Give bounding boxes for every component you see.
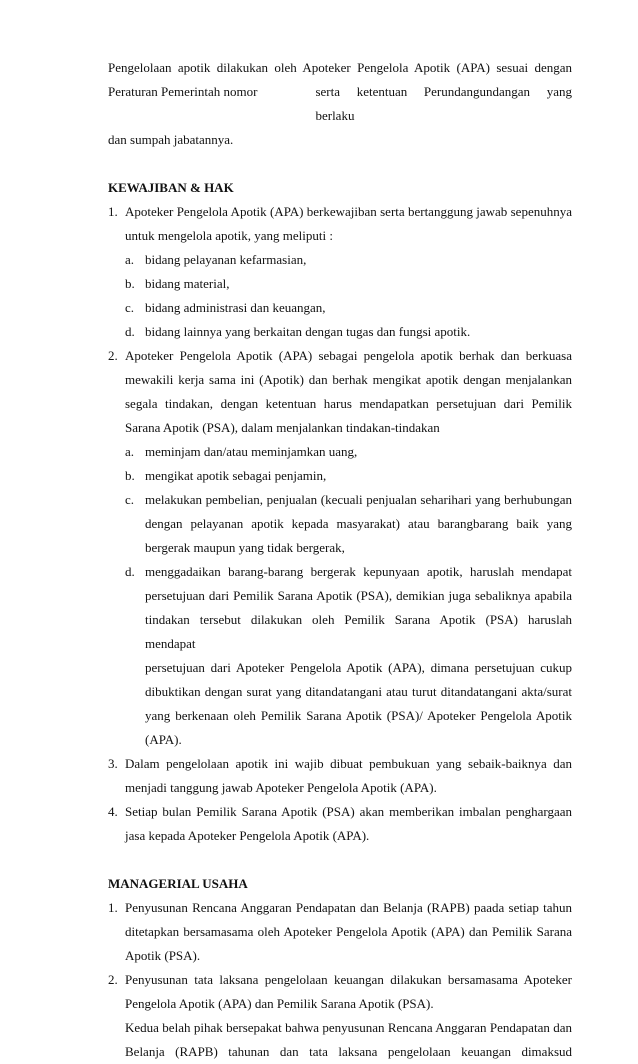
text-line: melakukan pembelian, penjualan (kecuali penjualan seharihari yang berhubungan bbox=[145, 492, 572, 507]
intro-line: dan sumpah jabatannya. bbox=[108, 132, 234, 147]
text-line: Belanja (RAPB) tahunan dan tata laksana pengelolaan keuangan dimaksud bbox=[125, 1044, 572, 1059]
blank-gap bbox=[257, 80, 315, 128]
list-item bbox=[108, 752, 572, 800]
text-line: Apotik (PSA). bbox=[125, 948, 201, 963]
sub-letter: b. bbox=[125, 276, 135, 291]
item-body bbox=[125, 200, 572, 248]
item-body bbox=[125, 896, 572, 968]
sub-body bbox=[145, 488, 572, 560]
list-item bbox=[108, 200, 572, 248]
sub-letter: c. bbox=[125, 300, 135, 315]
sub-item bbox=[125, 464, 572, 488]
text-line: mewakili kerja sama ini (Apotik) dan berhak mengikat apotik dengan menjalankan bbox=[125, 372, 572, 387]
sub-text: bidang material, bbox=[145, 276, 230, 291]
text-line: Sarana Apotik (PSA), dalam menjalankan tindakan-tindakan bbox=[125, 420, 440, 435]
sub-text: bidang lainnya yang berkaitan dengan tugas dan fungsi apotik. bbox=[145, 324, 471, 339]
item-body bbox=[125, 752, 572, 800]
text-line: Apoteker Pengelola Apotik (APA) sebagai pengelola apotik berhak dan berkuasa bbox=[125, 348, 572, 363]
text-line: Apoteker Pengelola Apotik (APA) berkewajiban serta bertanggung jawab sepenuhnya bbox=[125, 204, 572, 219]
sub-letter: c. bbox=[125, 492, 135, 507]
section-heading: KEWAJIBAN & HAK bbox=[108, 180, 234, 195]
sub-item bbox=[125, 320, 572, 344]
item-body bbox=[125, 968, 572, 1064]
text-line: dibuktikan dengan surat yang ditandatangani atau turut ditandatangani akta/surat bbox=[145, 684, 572, 699]
sub-text: meminjam dan/atau meminjamkan uang, bbox=[145, 444, 358, 459]
item-number: 3. bbox=[108, 756, 118, 771]
text-line: (APA). bbox=[145, 732, 182, 747]
text-line: yang berkenaan oleh Pemilik Sarana Apotik (PSA)/ Apoteker Pengelola Apotik bbox=[145, 708, 572, 723]
sub-body bbox=[145, 560, 572, 752]
text-line: jasa kepada Apoteker Pengelola Apotik (APA). bbox=[125, 828, 370, 843]
sub-item bbox=[125, 560, 572, 752]
sub-text: bidang administrasi dan keuangan, bbox=[145, 300, 326, 315]
sub-letter: a. bbox=[125, 252, 135, 267]
text-line: dengan pelayanan apotik kepada masyarakat) atau barangbarang baik yang bbox=[145, 516, 572, 531]
text-line: Kedua belah pihak bersepakat bahwa penyusunan Rencana Anggaran Pendapatan dan bbox=[125, 1020, 572, 1035]
sub-letter: b. bbox=[125, 468, 135, 483]
list-item bbox=[108, 344, 572, 440]
text-line: ditetapkan bersamasama oleh Apoteker Pengelola Apotik (APA) dan Pemilik Sarana bbox=[125, 924, 572, 939]
list-item bbox=[108, 800, 572, 848]
text-line: menjadi tanggung jawab Apoteker Pengelola Apotik (APA). bbox=[125, 780, 437, 795]
text-line: untuk mengelola apotik, yang meliputi : bbox=[125, 228, 333, 243]
text-line: Pengelola Apotik (APA) dan Pemilik Sarana Apotik (PSA). bbox=[125, 996, 434, 1011]
text-line: tindakan tersebut dilakukan oleh Pemilik Sarana Apotik (PSA) haruslah mendapat bbox=[145, 612, 572, 651]
intro-line bbox=[108, 80, 572, 128]
sub-item bbox=[125, 248, 572, 272]
sub-item bbox=[125, 296, 572, 320]
list-item bbox=[108, 896, 572, 968]
text-line: menggadaikan barang-barang bergerak kepunyaan apotik, haruslah mendapat bbox=[145, 564, 572, 579]
item-body bbox=[125, 344, 572, 440]
text-line: Penyusunan tata laksana pengelolaan keuangan dilakukan bersamasama Apoteker bbox=[125, 972, 572, 987]
intro-line-part: Peraturan Pemerintah nomor bbox=[108, 84, 258, 99]
text-line: Setiap bulan Pemilik Sarana Apotik (PSA) akan memberikan imbalan penghargaan bbox=[125, 804, 572, 819]
text-line: persetujuan dari Pemilik Sarana Apotik (PSA), demikian juga sebaliknya apabila bbox=[145, 588, 572, 603]
item-number: 2. bbox=[108, 348, 118, 363]
intro-line-part: serta ketentuan Perundangundangan yang berlaku bbox=[315, 84, 572, 123]
sub-text: bidang pelayanan kefarmasian, bbox=[145, 252, 307, 267]
item-number: 2. bbox=[108, 972, 118, 987]
sub-letter: a. bbox=[125, 444, 135, 459]
sub-letter: d. bbox=[125, 324, 135, 339]
sub-item bbox=[125, 440, 572, 464]
sub-item bbox=[125, 488, 572, 560]
text-line: Dalam pengelolaan apotik ini wajib dibuat pembukuan yang sebaik-baiknya dan bbox=[125, 756, 572, 771]
sub-text: mengikat apotik sebagai penjamin, bbox=[145, 468, 327, 483]
list-item bbox=[108, 968, 572, 1064]
sub-item bbox=[125, 272, 572, 296]
text-line: persetujuan dari Apoteker Pengelola Apotik (APA), dimana persetujuan cukup bbox=[145, 660, 572, 675]
item-number: 1. bbox=[108, 900, 118, 915]
section-heading: MANAGERIAL USAHA bbox=[108, 876, 248, 891]
intro-line: Pengelolaan apotik dilakukan oleh Apoteker Pengelola Apotik (APA) sesuai dengan bbox=[108, 60, 572, 75]
text-line: Penyusunan Rencana Anggaran Pendapatan dan Belanja (RAPB) paada setiap tahun bbox=[125, 900, 572, 915]
text-line: segala tindakan, dengan ketentuan harus mendapatkan persetujuan dari Pemilik bbox=[125, 396, 572, 411]
text-line: bergerak maupun yang tidak bergerak, bbox=[145, 540, 345, 555]
intro-paragraph bbox=[108, 56, 572, 152]
item-number: 1. bbox=[108, 204, 118, 219]
item-body bbox=[125, 800, 572, 848]
item-number: 4. bbox=[108, 804, 118, 819]
sub-letter: d. bbox=[125, 564, 135, 579]
